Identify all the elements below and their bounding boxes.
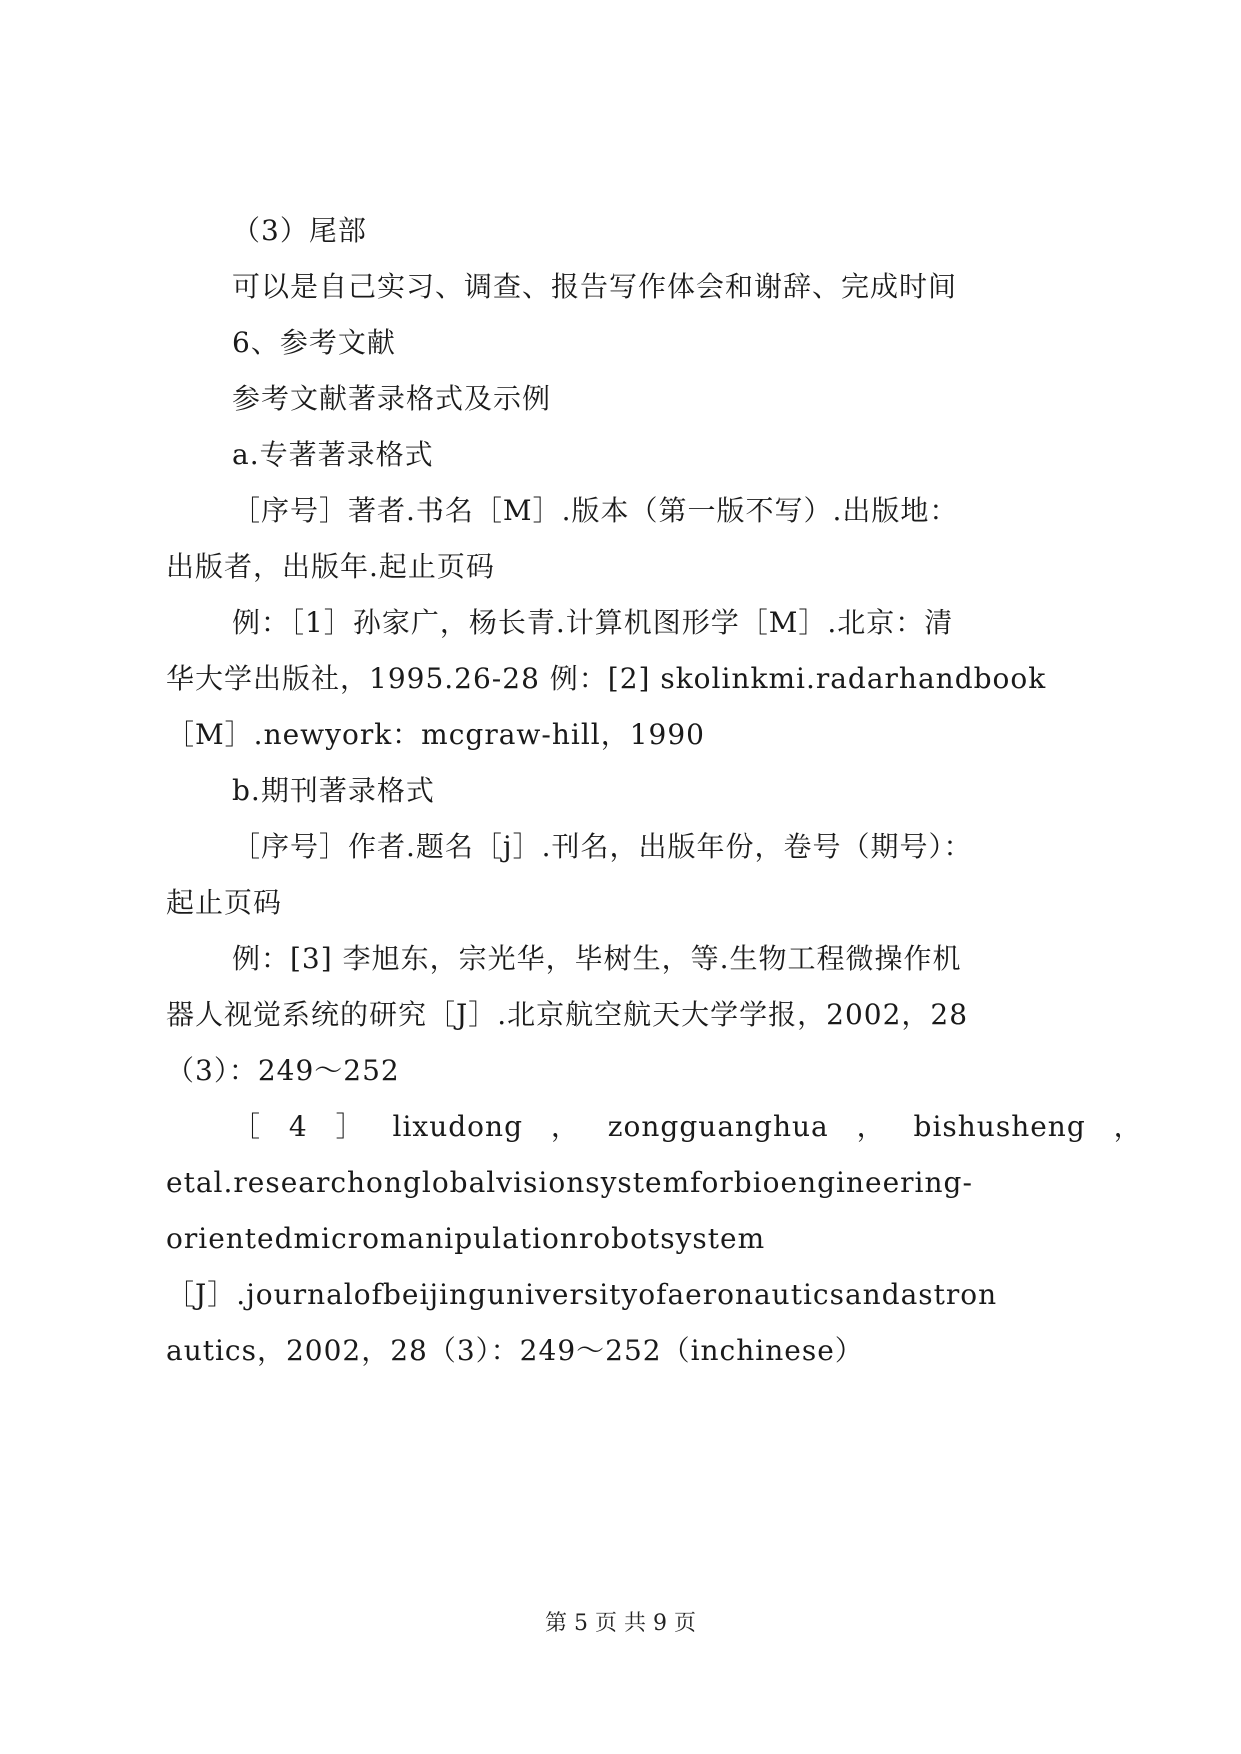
subheading-monograph: a.专著著录格式 xyxy=(232,438,434,471)
paragraph-line: ［M］.newyork：mcgraw-hill，1990 xyxy=(166,718,705,751)
section-heading-references: 6、参考文献 xyxy=(232,326,396,359)
paragraph-line: ［序号］著者.书名［M］.版本（第一版不写）.出版地： xyxy=(232,494,959,527)
paragraph-line: 起止页码 xyxy=(166,886,283,919)
paragraph-line: 参考文献著录格式及示例 xyxy=(232,382,552,415)
paragraph-line: 例：[3] 李旭东，宗光华，毕树生，等.生物工程微操作机 xyxy=(232,942,962,975)
paragraph-line: （3）：249～252 xyxy=(166,1054,400,1087)
subheading-journal: b.期刊著录格式 xyxy=(232,774,435,807)
paragraph-line: orientedmicromanipulationrobotsystem xyxy=(166,1222,766,1255)
page-number-footer: 第 5 页 共 9 页 xyxy=(545,1611,696,1636)
paragraph-line: autics，2002，28（3）：249～252（inchinese） xyxy=(166,1334,864,1367)
paragraph-line: ［J］.journalofbeijinguniversityofaeronauticsandastron xyxy=(166,1278,998,1311)
paragraph-line: 华大学出版社，1995.26-28 例：[2] skolinkmi.radarhandbook xyxy=(166,662,1047,695)
paragraph-line: ［序号］作者.题名［j］.刊名，出版年份，卷号（期号）： xyxy=(232,830,973,863)
paragraph-line: 可以是自己实习、调查、报告写作体会和谢辞、完成时间 xyxy=(232,270,958,303)
section-heading-tail: （3）尾部 xyxy=(232,214,367,247)
paragraph-line: ［ 4 ］ lixudong ， zongguanghua ， bishusheng ， xyxy=(232,1110,1143,1143)
paragraph-line: 例：［1］孙家广，杨长青.计算机图形学［M］.北京：清 xyxy=(232,606,954,639)
paragraph-line: 出版者，出版年.起止页码 xyxy=(166,550,495,583)
paragraph-line: 器人视觉系统的研究［J］.北京航空航天大学学报，2002，28 xyxy=(166,998,969,1031)
paragraph-line: etal.researchonglobalvisionsystemforbioengineering- xyxy=(166,1166,973,1199)
